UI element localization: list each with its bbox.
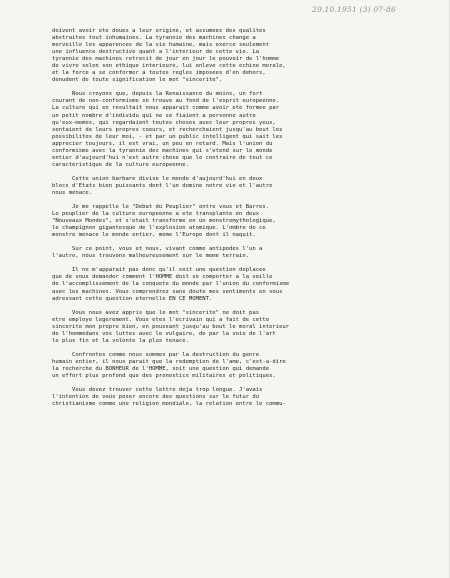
text-line: La culture qui en resultait nous apparait comme avoir ete formee par (52, 105, 280, 112)
text-line: conformisme avec la tyrannie des machines qui s'etend sur le monde (52, 147, 273, 154)
text-line: la recherche du BONHEUR de l'HOMME, soit une question qui demande (52, 365, 270, 372)
text-line: de l'accomplissement de la conquete du monde par l'union du conformisme (52, 281, 290, 288)
text-line: l'autre, nous trouvons malheureusement sur le meme terrain. (52, 253, 250, 260)
text-line: Le peuplier de la culture europeenne a ete transplante en deux (52, 211, 260, 218)
paragraph (52, 246, 412, 260)
text-line: le plus fin et la volonte la plus tenace. (52, 337, 189, 344)
text-line: un petit nombre d'individu qui ne se fiaient a personne autre (52, 112, 256, 119)
text-line: caracteristique de la culture europeenne. (52, 161, 189, 168)
text-line: denudent de toute signification le mot "sincerite". (52, 77, 223, 84)
text-line: et la force a se conformer a toutes regles imposees d'en dehors, (52, 70, 266, 77)
text-line: humain entier, il nous parait que la redemption de l'ame, c'est-a-dire (52, 358, 286, 365)
text-line: un effort plus profond que des pronostics militaires et politiques. (52, 372, 276, 379)
text-line: Vous nous avez appris que le mot "sincerite" ne doit pas (52, 309, 260, 316)
paragraph (52, 28, 412, 84)
text-line: adressant cette question eternelle EN CE MOMENT. (52, 295, 213, 302)
text-line: abstraites tout inhumaines. La tyrannie des machines change a (52, 35, 256, 42)
text-line: monstre menace le monde entier, meme l'Europe dont il naquit. (52, 232, 256, 239)
text-line: Nous croyons que, depuis la Renaissance du moins, un fort (52, 91, 263, 98)
text-line: qu'eux-memes, qui regardaient toutes choses avec leur propres yeux, (52, 119, 276, 126)
text-line: doivent avoir ete doues a leur origine, et assumees des qualites (52, 28, 266, 34)
text-line: "Nouveaux Mondes", et s'etait transforme en un monstremythologique, (52, 218, 276, 225)
text-line: sentaient de leurs propres coeurs, et recherchaient jusqu'au bout les (52, 126, 283, 133)
text-line: apprecier toujours, il est vrai, un peu en retard. Mais l'union du (52, 140, 273, 147)
text-line: avec les machines. Vous comprendrez sans doute mes sentiments en vous (52, 288, 283, 295)
paragraph (52, 310, 412, 345)
text-line: courant de non-conformisme se trouve au fond de l'esprit europeenne. (52, 98, 280, 105)
paragraph (52, 91, 412, 169)
text-line: l'intention de vous poser encore des questions sur le futur du (52, 394, 260, 401)
paragraph (52, 352, 412, 380)
text-line: possibilites de leur moi, - et par un public intelligent qui sait les (52, 133, 283, 140)
text-line: Cette union barbare divise le monde d'aujourd'hui en deux (52, 175, 263, 182)
text-line: nous menace. (52, 189, 93, 196)
text-line: de l'hommedans vos luttes avec le vulgaire, de par la voie de l'art (52, 330, 276, 337)
text-line: blocs d'Etats bien puissants dont l'un domine notre vie et l'autre (52, 182, 273, 189)
paragraph (52, 176, 412, 197)
text-line: tyrannie des machines retrecit de jour en jour le pouvoir de l'homme (52, 56, 280, 63)
text-line: de vivre selon son ethique interieure, lui enleve cette echine morale, (52, 63, 286, 70)
text-line: Je me rappelle le "Debat du Peuplier" entre vous et Barres. (52, 204, 270, 211)
text-line: entier d'aujourd'hui n'est autre chose que le contraire de tout ce (52, 154, 273, 161)
text-line: Vous devez trouver cette lettre deja trop longue. J'avais (52, 387, 263, 394)
paragraph (52, 204, 412, 239)
text-line: Il ne m'apparait pas donc qu'il soit une question deplacee (52, 267, 266, 274)
letter-body (52, 28, 412, 415)
text-line: Sur ce point, vous et nous, vivant comme antipodes l'un a (52, 246, 263, 253)
text-line: que de vous demander comment l'HOMME doit se comporter a la veille (52, 274, 273, 281)
paragraph (52, 267, 412, 302)
handwritten-annotation: 29.10.1951 (3) 07-86 (312, 5, 396, 14)
text-line: sincerite mon propre bien, en poussant jusqu'au bout le moral interieur (52, 323, 290, 330)
text-line: merveille les apparences de la vie humaine, mais exerce seulement (52, 42, 270, 49)
text-line: une influence destructive quant a l'interieur de cette vie. La (52, 49, 260, 56)
paragraph (52, 387, 412, 408)
text-line: etre employe legerement. Vous etes l'ecrivain qui a fait de cette (52, 316, 270, 323)
text-line: Confrontes comme nous sommes par la destruction du genre (52, 351, 260, 358)
text-line: christianisme comme une religion mondiale, la relation entre le commu- (52, 401, 286, 408)
text-line: le champignon gigantesque de l'explosion atomique. L'ombre de ce (52, 225, 266, 232)
